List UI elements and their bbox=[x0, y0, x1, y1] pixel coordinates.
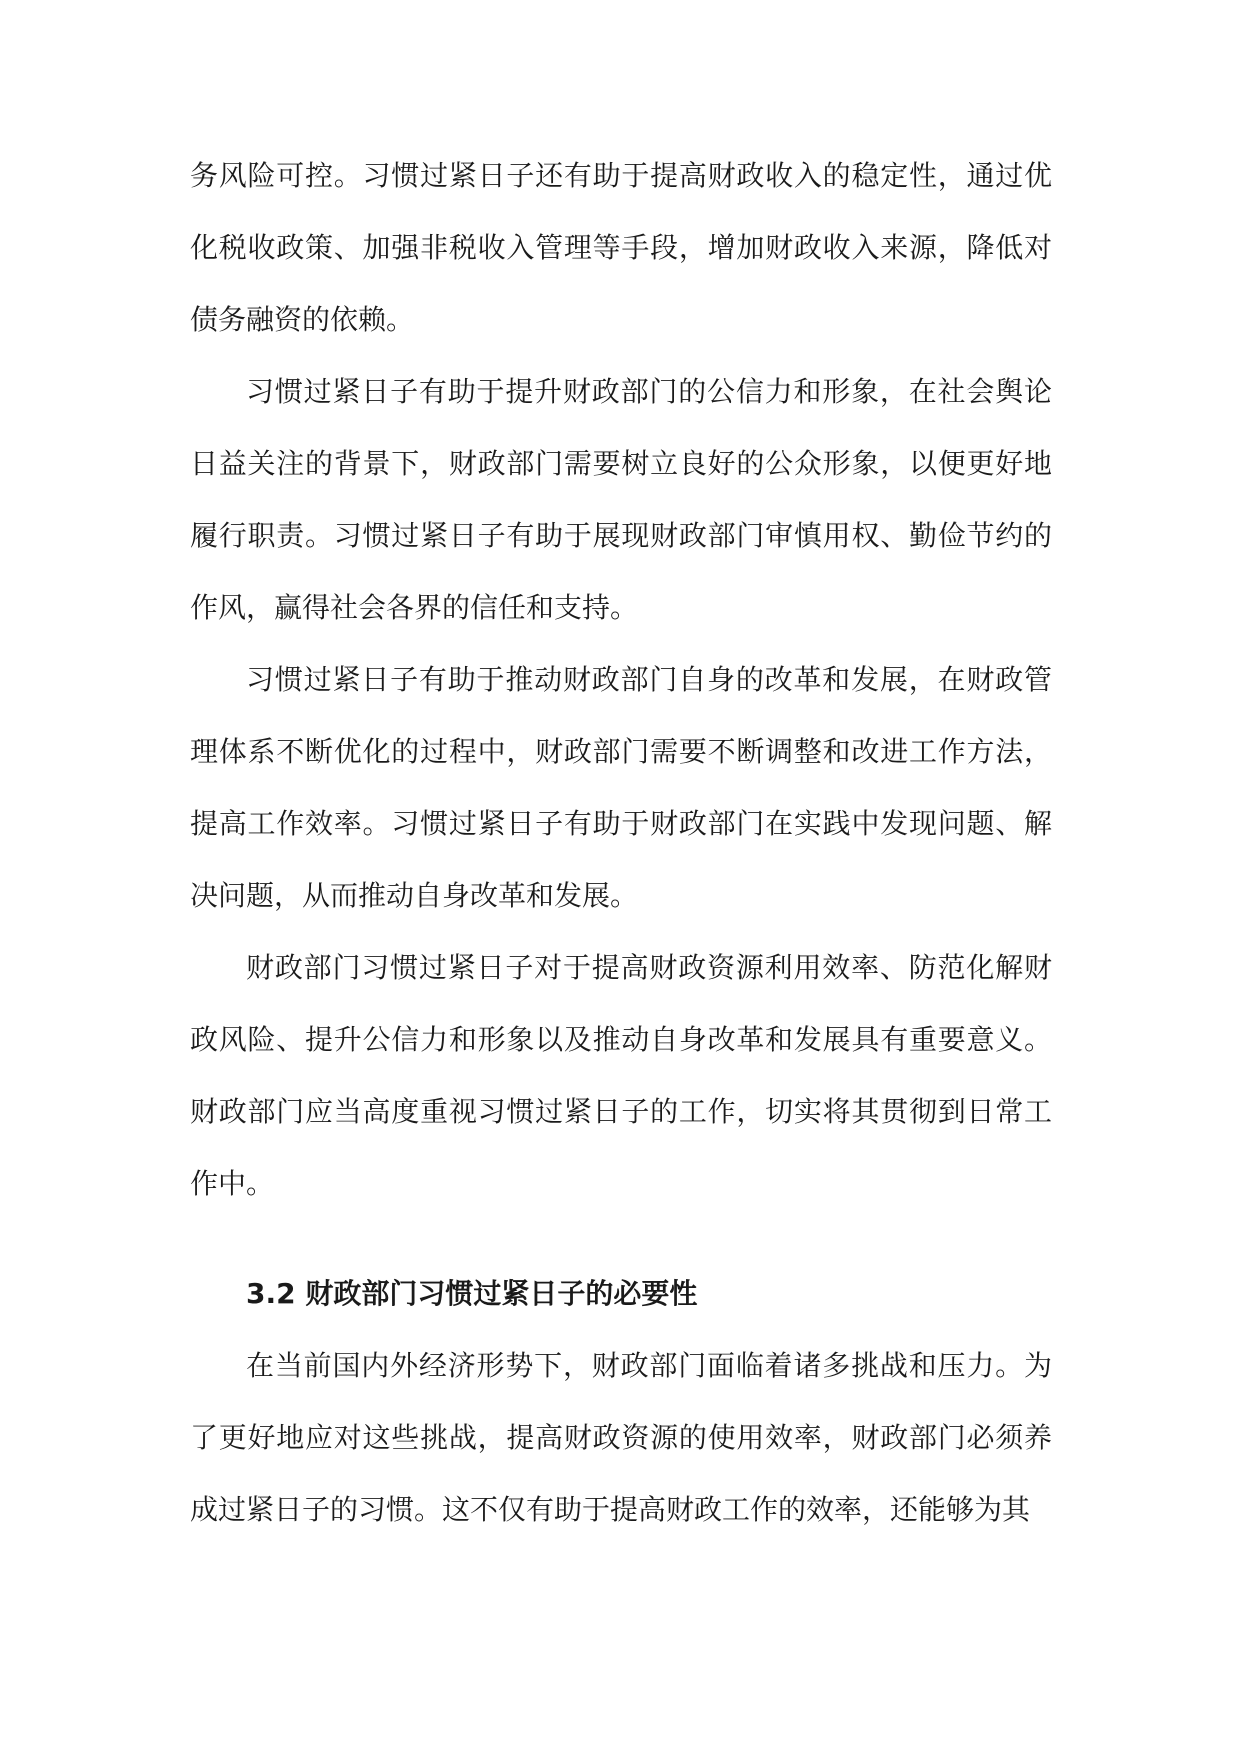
section-paragraph: 在当前国内外经济形势下，财政部门面临着诸多挑战和压力。为了更好地应对这些挑战，提高财政资源的使用效率，财政部门必须养成过紧日子的习惯。这不仅有助于提高财政工作的效率，还能够为其 bbox=[190, 1349, 1052, 1526]
paragraph-summary: 财政部门习惯过紧日子对于提高财政资源利用效率、防范化解财政风险、提升公信力和形象以及推动自身改革和发展具有重要意义。财政部门应当高度重视习惯过紧日子的工作，切实将其贯彻到日常工作中。 bbox=[190, 951, 1052, 1200]
paragraph-credibility: 习惯过紧日子有助于提升财政部门的公信力和形象，在社会舆论日益关注的背景下，财政部门需要树立良好的公众形象，以便更好地履行职责。习惯过紧日子有助于展现财政部门审慎用权、勤俭节约的作风，赢得社会各界的信任和支持。 bbox=[190, 375, 1052, 624]
document-body bbox=[190, 140, 1052, 1546]
section-spacer bbox=[190, 1220, 1052, 1258]
paragraph-continued: 务风险可控。习惯过紧日子还有助于提高财政收入的稳定性，通过优化税收政策、加强非税收入管理等手段，增加财政收入来源，降低对债务融资的依赖。 bbox=[190, 159, 1052, 336]
paragraph-reform: 习惯过紧日子有助于推动财政部门自身的改革和发展，在财政管理体系不断优化的过程中，财政部门需要不断调整和改进工作方法，提高工作效率。习惯过紧日子有助于财政部门在实践中发现问题、解决问题，从而推动自身改革和发展。 bbox=[190, 663, 1052, 912]
section-heading: 3.2 财政部门习惯过紧日子的必要性 bbox=[246, 1277, 698, 1310]
